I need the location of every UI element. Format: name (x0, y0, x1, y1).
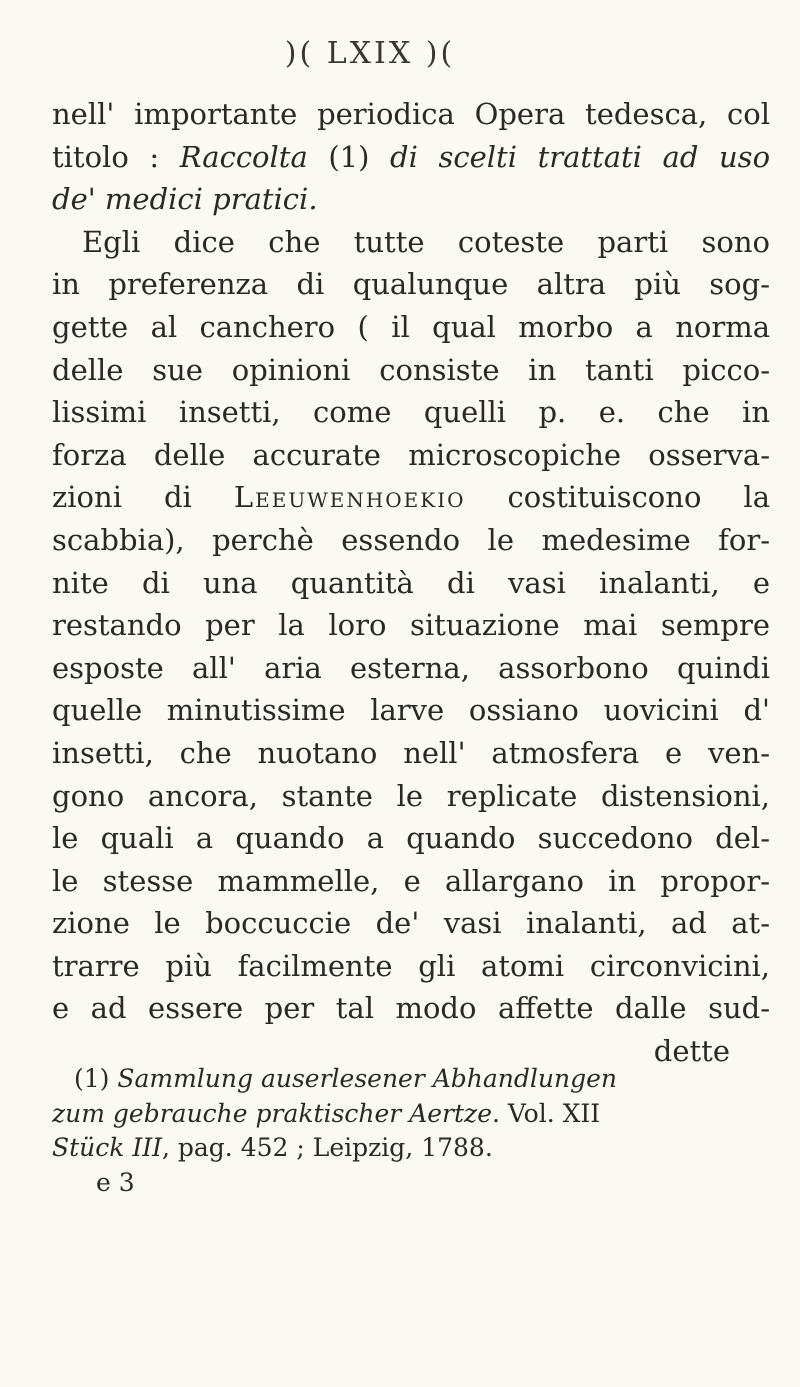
text-segment: Raccolta (179, 139, 308, 174)
text-segment: scabbia), perchè essendo le medesime for- (52, 522, 770, 557)
text-segment: nell' importante periodica Opera tedesca, col (52, 97, 770, 131)
text-line (52, 221, 770, 264)
text-line (52, 263, 770, 306)
text-segment: de' medici pratici. (52, 182, 318, 217)
text-line (52, 902, 770, 945)
text-line (52, 860, 770, 903)
text-segment: zioni di (52, 480, 234, 515)
text-segment: trarre più facilmente gli atomi circonvicini, (52, 948, 770, 983)
text-segment: delle sue opinioni consiste in tanti picco- (52, 352, 770, 387)
footnote-line (52, 1131, 770, 1166)
footnote-line (52, 1062, 770, 1097)
text-segment: gono ancora, stante le replicate distensioni, (52, 778, 770, 813)
text-segment: Egli dice che tutte coteste parti sono (82, 224, 770, 259)
text-segment: esposte all' aria esterna, assorbono quindi (52, 650, 770, 685)
text-line (52, 178, 770, 221)
text-line (52, 519, 770, 562)
text-segment: (1) (74, 1064, 118, 1093)
text-segment: dette (653, 1034, 730, 1069)
signature-mark (52, 1166, 770, 1201)
text-line (52, 306, 770, 349)
text-segment: lissimi insetti, come quelli p. e. che in (52, 395, 770, 430)
text-segment: Leeuwenhoekio (233, 480, 466, 515)
body-text (52, 93, 770, 1073)
footnote-block (52, 1062, 770, 1200)
text-segment: di scelti trattati ad uso (390, 139, 771, 174)
text-line (52, 604, 770, 647)
text-line (52, 476, 770, 519)
page-header: )( LXIX )( (284, 36, 456, 71)
text-segment: zum gebrauche praktischer Aertze (52, 1098, 493, 1128)
text-line (52, 689, 770, 732)
text-line (52, 562, 770, 605)
text-line (52, 817, 770, 860)
text-line (52, 775, 770, 818)
text-segment: nite di una quantità di vasi inalanti, e (52, 565, 770, 600)
text-segment: le quali a quando a quando succedono del- (52, 821, 770, 856)
text-segment: Stück III (52, 1133, 162, 1162)
text-line (52, 391, 770, 434)
text-segment: quelle minutissime larve ossiano uovicini d' (52, 693, 770, 728)
text-line (52, 434, 770, 477)
text-segment: e 3 (96, 1167, 135, 1197)
text-line (52, 647, 770, 690)
text-segment: . Vol. XII (492, 1098, 601, 1128)
text-line (52, 349, 770, 392)
text-segment: e ad essere per tal modo affette dalle sud- (52, 991, 770, 1026)
text-line (52, 136, 770, 179)
text-line (52, 987, 770, 1030)
text-segment: gette al canchero ( il qual morbo a norma (52, 309, 770, 344)
text-line (52, 945, 770, 988)
text-segment: titolo : (52, 139, 180, 174)
text-segment: in preferenza di qualunque altra più sog- (52, 267, 770, 302)
text-segment: costituiscono la (465, 480, 770, 515)
text-segment: , pag. 452 ; Leipzig, 1788. (162, 1133, 493, 1162)
text-line (52, 93, 770, 136)
text-segment: insetti, che nuotano nell' atmosfera e ven- (52, 735, 770, 770)
text-segment: le stesse mammelle, e allargano in propor- (52, 863, 770, 898)
footnote-line (52, 1097, 770, 1132)
text-segment: Sammlung auserlesener Abhandlungen (117, 1064, 618, 1093)
text-segment: restando per la loro situazione mai sempre (52, 608, 770, 643)
text-segment: (1) (307, 139, 391, 174)
text-segment: forza delle accurate microscopiche osserva- (52, 437, 770, 472)
text-segment: zione le boccuccie de' vasi inalanti, ad at- (52, 906, 770, 941)
text-line (52, 732, 770, 775)
